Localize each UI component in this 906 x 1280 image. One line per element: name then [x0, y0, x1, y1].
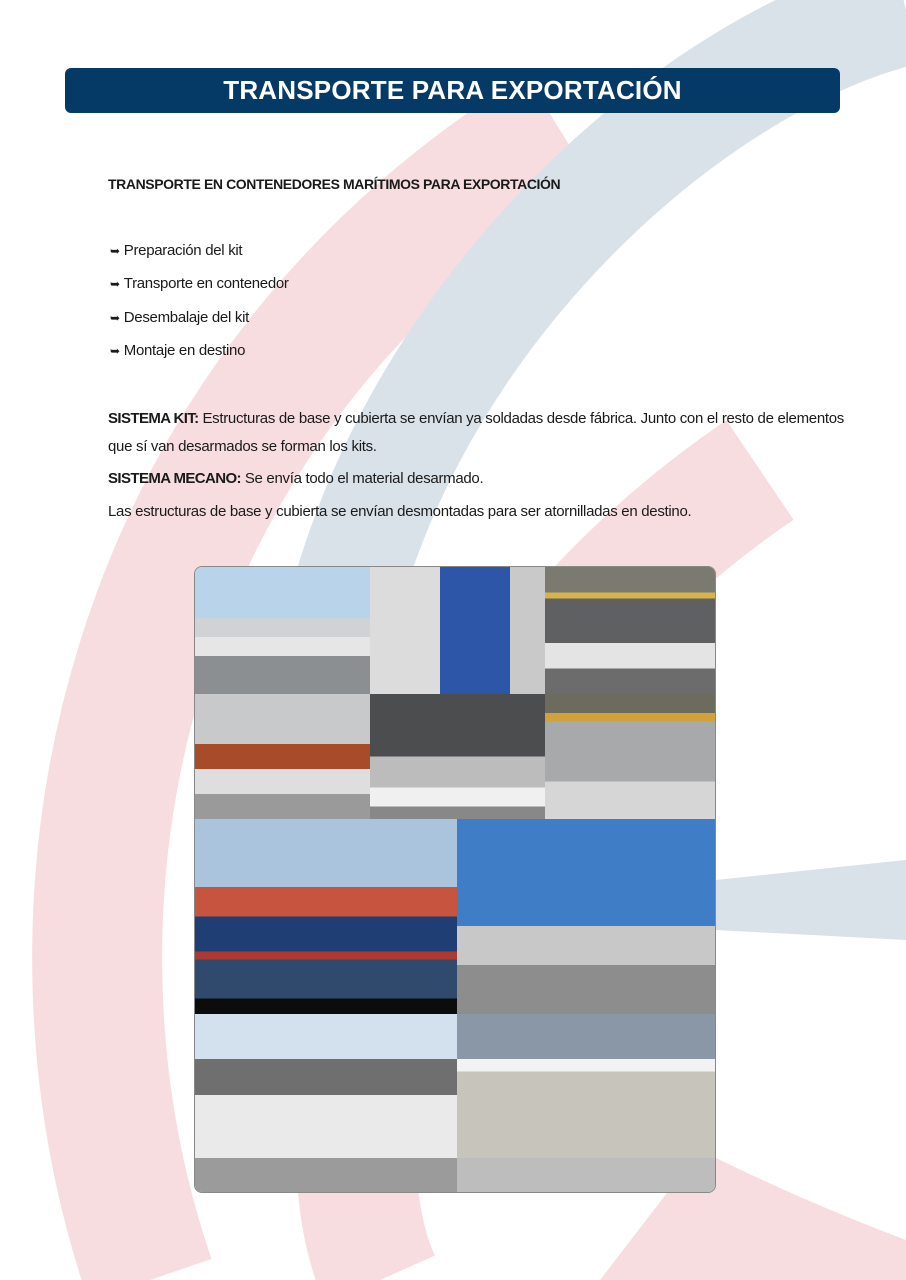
page-title: TRANSPORTE PARA EXPORTACIÓN — [223, 75, 682, 105]
mecano-detail-paragraph: Las estructuras de base y cubierta se envían desmontadas para ser atornilladas en destino. — [108, 503, 692, 520]
arrow-right-icon: ➥ — [110, 310, 120, 325]
photo-finished-module — [457, 1014, 716, 1193]
photo-warehouse-crane — [545, 567, 716, 694]
photo-workers-floor-panel — [195, 694, 370, 819]
steps-list — [110, 242, 289, 375]
photo-crane-lifting-panels — [195, 567, 370, 694]
list-item: ➥ Transporte en contenedor — [110, 275, 289, 293]
photo-truck-unloading — [195, 1014, 457, 1193]
arrow-right-icon: ➥ — [110, 277, 120, 292]
list-item: ➥ Preparación del kit — [110, 242, 243, 259]
mecano-system-paragraph: SISTEMA MECANO: Se envía todo el material desarmado. — [108, 470, 484, 487]
section-subtitle: TRANSPORTE EN CONTENEDORES MARÍTIMOS PARA EXPORTACIÓN — [108, 176, 561, 192]
kit-system-paragraph: SISTEMA KIT: Estructuras de base y cubierta se envían ya soldadas desde fábrica. Junto con el resto de elementos que sí van desarmados se forman los kits. — [108, 410, 844, 455]
list-item: ➥ Montaje en destino — [110, 341, 246, 359]
photo-container-ship — [195, 819, 457, 1014]
photo-onsite-structure — [457, 819, 716, 1014]
photo-collage — [194, 566, 716, 1193]
list-item: ➥ Desembalaje del kit — [110, 308, 249, 326]
arrow-right-icon: ➥ — [110, 343, 120, 358]
photo-warehouse-yellow-crane — [545, 694, 716, 819]
photo-warehouse-interior — [370, 694, 545, 819]
arrow-right-icon: ➥ — [110, 244, 120, 258]
page-title-banner — [65, 68, 840, 113]
photo-worker-assembling — [370, 567, 545, 694]
